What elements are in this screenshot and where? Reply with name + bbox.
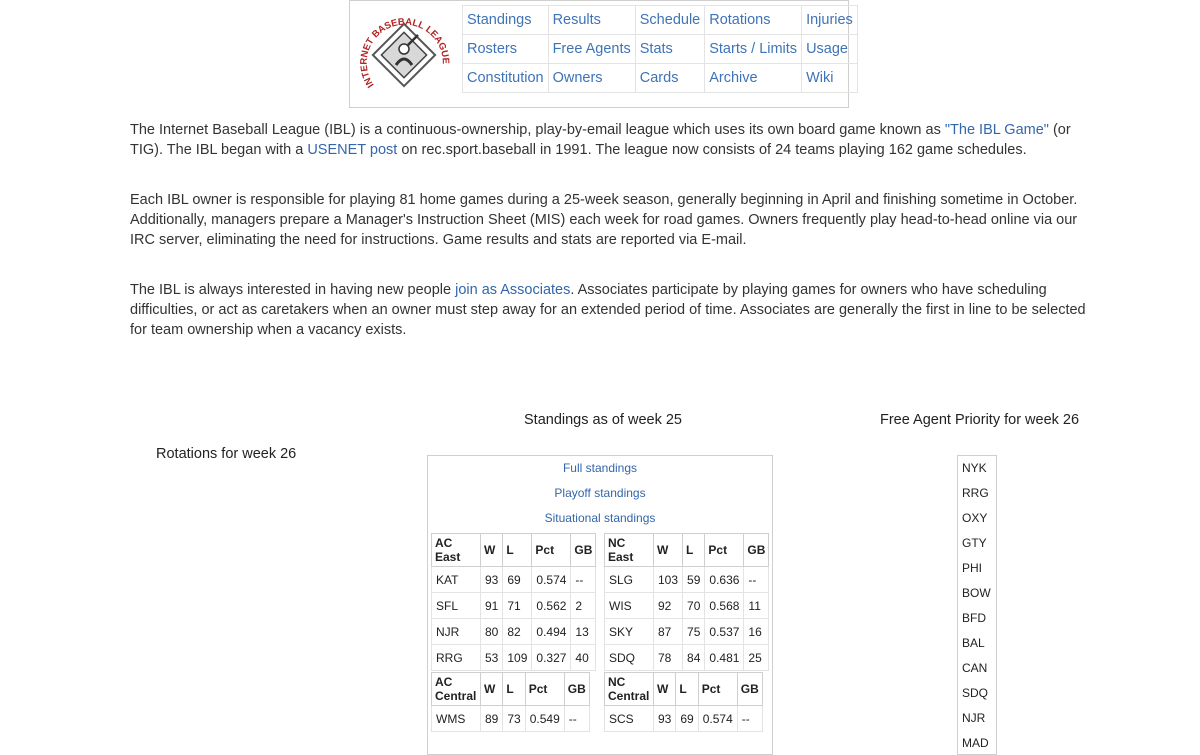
nav-free-agents[interactable]: Free Agents <box>552 41 631 57</box>
wins-cell: 89 <box>481 706 503 732</box>
pct-cell: 0.549 <box>525 706 564 732</box>
pct-cell: 0.537 <box>705 619 744 645</box>
losses-cell: 109 <box>503 645 532 671</box>
nav-standings[interactable]: Standings <box>467 12 532 28</box>
list-item: BOW <box>962 586 991 600</box>
losses-cell: 70 <box>683 593 705 619</box>
pct-cell: 0.574 <box>698 706 737 732</box>
team-cell: WMS <box>432 706 481 732</box>
table-row <box>432 706 590 732</box>
ibl-game-link[interactable]: "The IBL Game" <box>944 122 1049 138</box>
main-nav <box>462 5 858 93</box>
col-l: L <box>683 534 705 567</box>
losses-cell: 59 <box>683 567 705 593</box>
col-w: W <box>481 534 503 567</box>
playoff-standings-link[interactable]: Playoff standings <box>554 486 646 500</box>
wins-cell: 80 <box>481 619 503 645</box>
division-name: AC East <box>432 534 481 567</box>
intro-paragraph-1 <box>130 120 1090 160</box>
nav-constitution[interactable]: Constitution <box>467 70 544 86</box>
list-item: NJR <box>962 711 986 725</box>
intro-paragraph-2: Each IBL owner is responsible for playing 81 home games during a 25-week season, generally beginning in April and finishing sometime in October. Additionally, managers prepare a Manager's Instruction Sheet (MIS) each week for road games. Owners frequently play head-to-head online via our IRC server, eliminating the need for instructions. Game results and stats are reported via E-mail. <box>130 192 1078 248</box>
division-name: AC Central <box>432 673 481 706</box>
nav-starts-limits[interactable]: Starts / Limits <box>709 41 798 57</box>
col-l: L <box>676 673 698 706</box>
nav-injuries[interactable]: Injuries <box>806 12 853 28</box>
gb-cell: -- <box>571 567 596 593</box>
team-cell: SDQ <box>605 645 654 671</box>
losses-cell: 84 <box>683 645 705 671</box>
losses-cell: 73 <box>503 706 525 732</box>
division-name: NC East <box>605 534 654 567</box>
gb-cell: -- <box>564 706 589 732</box>
table-row <box>605 645 769 671</box>
situational-standings-link[interactable]: Situational standings <box>544 511 656 525</box>
team-cell: WIS <box>605 593 654 619</box>
header-box <box>349 0 853 108</box>
losses-cell: 69 <box>676 706 698 732</box>
col-w: W <box>481 673 503 706</box>
gb-cell: 2 <box>571 593 596 619</box>
usenet-post-link[interactable]: USENET post <box>307 142 398 158</box>
wins-cell: 93 <box>481 567 503 593</box>
pct-cell: 0.494 <box>532 619 571 645</box>
col-gb: GB <box>737 673 762 706</box>
wins-cell: 53 <box>481 645 503 671</box>
team-cell: SKY <box>605 619 654 645</box>
losses-cell: 69 <box>503 567 532 593</box>
wins-cell: 78 <box>654 645 683 671</box>
rotations-title: Rotations for week 26 <box>156 446 297 462</box>
nav-owners[interactable]: Owners <box>552 70 603 86</box>
pct-cell: 0.636 <box>705 567 744 593</box>
intro-text: (or TIG). The IBL began with a <box>130 122 1071 158</box>
col-pct: Pct <box>525 673 564 706</box>
full-standings-link[interactable]: Full standings <box>562 461 638 475</box>
list-item: MAD <box>962 736 989 750</box>
logo-text: INTERNET BASEBALL LEAGUE <box>358 16 451 90</box>
pct-cell: 0.327 <box>532 645 571 671</box>
wins-cell: 91 <box>481 593 503 619</box>
division-name: NC Central <box>605 673 654 706</box>
list-item: BFD <box>962 611 986 625</box>
nav-rosters[interactable]: Rosters <box>467 41 517 57</box>
pct-cell: 0.574 <box>532 567 571 593</box>
table-row <box>432 567 596 593</box>
nav-rotations[interactable]: Rotations <box>709 12 771 28</box>
gb-cell: 11 <box>744 593 769 619</box>
col-w: W <box>654 673 676 706</box>
free-agent-priority-panel <box>957 455 997 755</box>
nav-cards[interactable]: Cards <box>639 70 679 86</box>
team-cell: NJR <box>432 619 481 645</box>
standings-panel <box>427 455 773 755</box>
table-row <box>605 706 763 732</box>
gb-cell: -- <box>744 567 769 593</box>
table-row <box>605 619 769 645</box>
col-pct: Pct <box>698 673 737 706</box>
ibl-logo[interactable] <box>356 7 452 103</box>
intro-text: on rec.sport.baseball in 1991. The league now consists of 24 teams playing 162 game schedules. <box>397 142 1027 158</box>
standings-title: Standings as of week 25 <box>524 412 682 428</box>
nav-usage[interactable]: Usage <box>806 41 848 57</box>
col-l: L <box>503 673 525 706</box>
col-gb: GB <box>744 534 769 567</box>
nav-archive[interactable]: Archive <box>709 70 758 86</box>
list-item: SDQ <box>962 686 989 700</box>
list-item: GTY <box>962 536 987 550</box>
table-row <box>432 619 596 645</box>
table-row <box>605 567 769 593</box>
gb-cell: 16 <box>744 619 769 645</box>
gb-cell: 25 <box>744 645 769 671</box>
division-table-ac-east <box>431 533 596 671</box>
pct-cell: 0.568 <box>705 593 744 619</box>
gb-cell: 40 <box>571 645 596 671</box>
list-item: RRG <box>962 486 989 500</box>
gb-cell: 13 <box>571 619 596 645</box>
losses-cell: 75 <box>683 619 705 645</box>
pct-cell: 0.481 <box>705 645 744 671</box>
division-table-nc-central <box>604 672 763 732</box>
list-item: BAL <box>962 636 985 650</box>
team-cell: SCS <box>605 706 654 732</box>
team-cell: SLG <box>605 567 654 593</box>
team-cell: SFL <box>432 593 481 619</box>
col-w: W <box>654 534 683 567</box>
intro-text: The Internet Baseball League (IBL) is a continuous-ownership, play-by-email league which uses its own board game known as <box>130 122 945 138</box>
intro-text: . Associates participate by playing games for owners who have scheduling difficulties, or act as caretakers when an owner must step away for an extended period of time. Associates are generally the first in line to be selected for team ownership when a vacancy exists. <box>130 282 1086 338</box>
table-row <box>432 645 596 671</box>
pct-cell: 0.562 <box>532 593 571 619</box>
nav-stats[interactable]: Stats <box>639 41 673 57</box>
division-table-nc-east <box>604 533 769 671</box>
intro-paragraph-3 <box>130 280 1090 340</box>
free-agent-priority-title: Free Agent Priority for week 26 <box>880 412 1080 428</box>
join-associates-link[interactable]: join as Associates <box>455 282 571 298</box>
list-item: OXY <box>962 511 988 525</box>
gb-cell: -- <box>737 706 762 732</box>
col-l: L <box>503 534 532 567</box>
table-row <box>605 593 769 619</box>
team-cell: RRG <box>432 645 481 671</box>
losses-cell: 82 <box>503 619 532 645</box>
col-gb: GB <box>571 534 596 567</box>
col-gb: GB <box>564 673 589 706</box>
intro-text: The IBL is always interested in having new people <box>130 282 456 298</box>
col-pct: Pct <box>532 534 571 567</box>
list-item: CAN <box>962 661 988 675</box>
wins-cell: 93 <box>654 706 676 732</box>
division-table-ac-central <box>431 672 590 732</box>
free-agent-priority-list <box>958 456 996 755</box>
wins-cell: 103 <box>654 567 683 593</box>
team-cell: KAT <box>432 567 481 593</box>
col-pct: Pct <box>705 534 744 567</box>
table-row <box>432 593 596 619</box>
list-item: PHI <box>962 561 983 575</box>
losses-cell: 71 <box>503 593 532 619</box>
list-item: NYK <box>962 461 987 475</box>
nav-wiki[interactable]: Wiki <box>806 70 834 86</box>
wins-cell: 92 <box>654 593 683 619</box>
nav-schedule[interactable]: Schedule <box>639 12 701 28</box>
nav-results[interactable]: Results <box>552 12 601 28</box>
wins-cell: 87 <box>654 619 683 645</box>
